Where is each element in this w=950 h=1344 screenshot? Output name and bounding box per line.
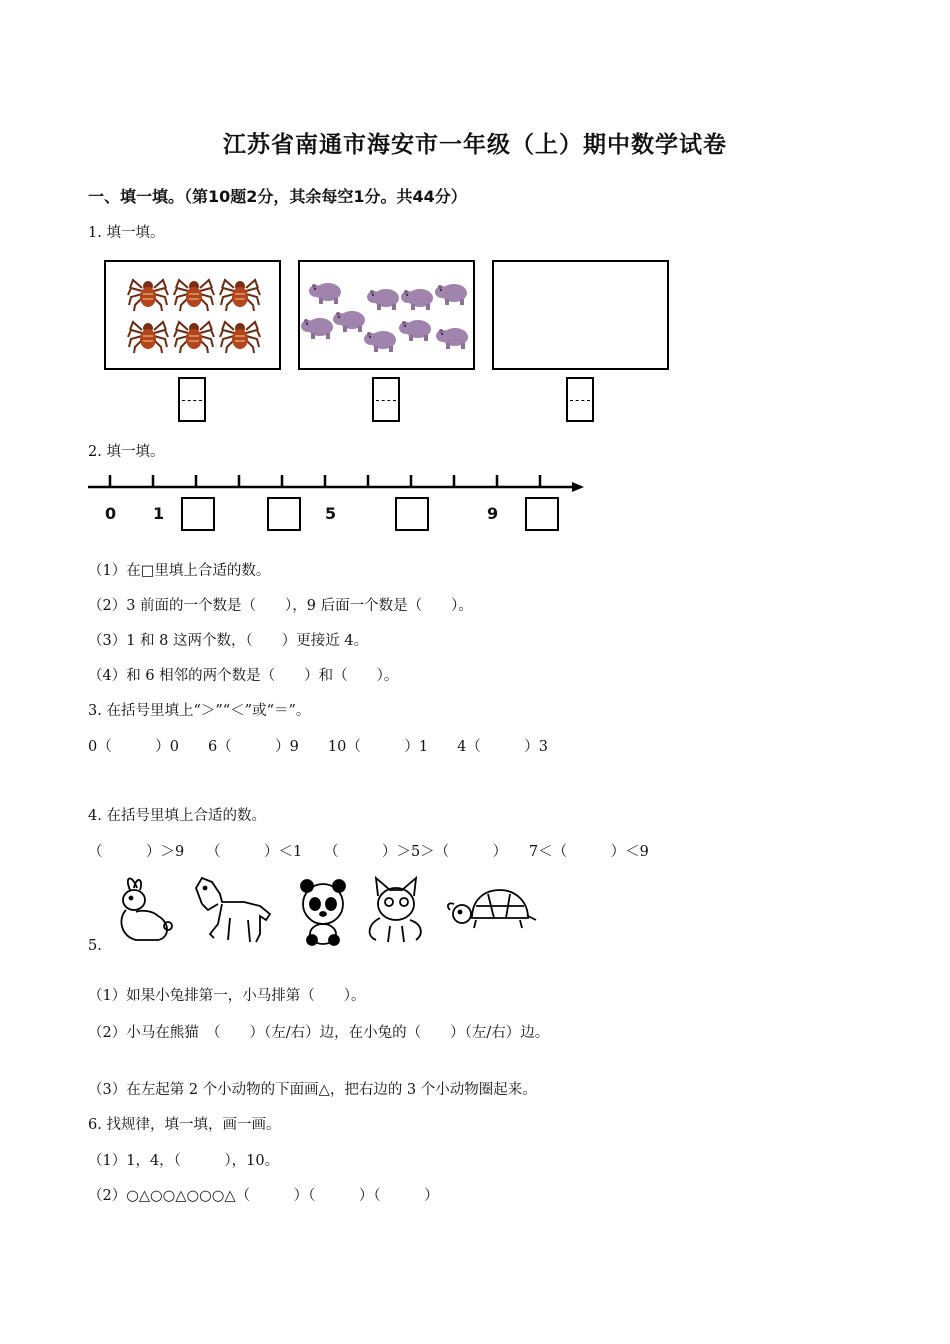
number-line-answer-box[interactable]	[267, 497, 301, 531]
spider-icon	[220, 322, 260, 353]
q5-label: 5.	[88, 938, 102, 954]
answer-box-empty[interactable]	[566, 377, 594, 422]
number-line-answer-box[interactable]	[181, 497, 215, 531]
animals-row	[110, 874, 540, 950]
panda-icon	[301, 880, 345, 945]
q1-label: 1. 填一填。	[88, 225, 165, 241]
spider-icon	[220, 280, 260, 311]
q5-sub2: （2）小马在熊猫 （ ）（左/右）边，在小兔的（ ）（左/右）边。	[88, 1025, 550, 1041]
hippo-icon	[364, 331, 396, 352]
hippo-icon	[301, 318, 333, 339]
tick-label-9: 9	[487, 504, 499, 523]
q4-label: 4. 在括号里填上合适的数。	[88, 808, 266, 824]
q5-sub3: （3）在左起第 2 个小动物的下面画△，把右边的 3 个小动物圈起来。	[88, 1082, 537, 1098]
hippo-icon	[401, 289, 433, 310]
q3-compare-line: 0（ ）0 6（ ）9 10（ ）1 4（ ）3	[88, 739, 549, 755]
q2-sub4: （4）和 6 相邻的两个数是（ ）和（ ）。	[88, 668, 399, 684]
hippo-icon	[399, 320, 431, 341]
tick-label-0: 0	[105, 504, 117, 523]
hippo-picture-box	[298, 260, 475, 370]
q4-fill-line: （ ）＞9 （ ）＜1 （ ）＞5＞（ ） 7＜（ ）＜9	[88, 844, 649, 860]
spider-icon	[128, 280, 168, 311]
hippo-icon	[309, 283, 341, 304]
fox-icon	[370, 878, 421, 942]
q6-label: 6. 找规律，填一填，画一画。	[88, 1117, 281, 1133]
answer-box-spiders[interactable]	[178, 377, 206, 422]
spider-picture-box	[104, 260, 281, 370]
arrow-icon	[572, 482, 584, 492]
number-line-answer-box[interactable]	[395, 497, 429, 531]
rabbit-icon	[121, 878, 172, 940]
spider-icon	[174, 322, 214, 353]
turtle-icon	[448, 890, 536, 928]
hippo-icon	[367, 289, 399, 310]
number-line	[86, 472, 586, 496]
q2-label: 2. 填一填。	[88, 444, 165, 460]
hippo-icon	[435, 284, 467, 305]
number-line-answer-box[interactable]	[525, 497, 559, 531]
q2-sub2: （2）3 前面的一个数是（ ），9 后面一个数是（ ）。	[88, 598, 473, 614]
section-heading: 一、填一填。（第10题2分，其余每空1分。共44分）	[88, 187, 467, 206]
hippo-icon	[436, 328, 468, 349]
q3-label: 3. 在括号里填上“＞”“＜”或“＝”。	[88, 703, 311, 719]
q6-sub1: （1）1，4，（ ），10。	[88, 1153, 280, 1169]
tick-label-1: 1	[153, 504, 165, 523]
q2-sub1: （1）在□里填上合适的数。	[88, 563, 271, 579]
q2-sub3: （3）1 和 8 这两个数，（ ）更接近 4。	[88, 633, 369, 649]
page-title: 江苏省南通市海安市一年级（上）期中数学试卷	[223, 132, 727, 158]
empty-drawing-box[interactable]	[492, 260, 669, 370]
hippos-image	[300, 262, 473, 368]
q5-sub1: （1）如果小兔排第一，小马排第（ ）。	[88, 988, 366, 1004]
hippo-icon	[333, 311, 365, 332]
horse-icon	[196, 878, 270, 942]
spiders-image	[106, 262, 279, 368]
answer-box-hippos[interactable]	[372, 377, 400, 422]
tick-label-5: 5	[325, 504, 337, 523]
spider-icon	[128, 322, 168, 353]
spider-icon	[174, 280, 214, 311]
q6-sub2: （2）○△○○△○○○△（ ）（ ）（ ）	[88, 1188, 439, 1204]
